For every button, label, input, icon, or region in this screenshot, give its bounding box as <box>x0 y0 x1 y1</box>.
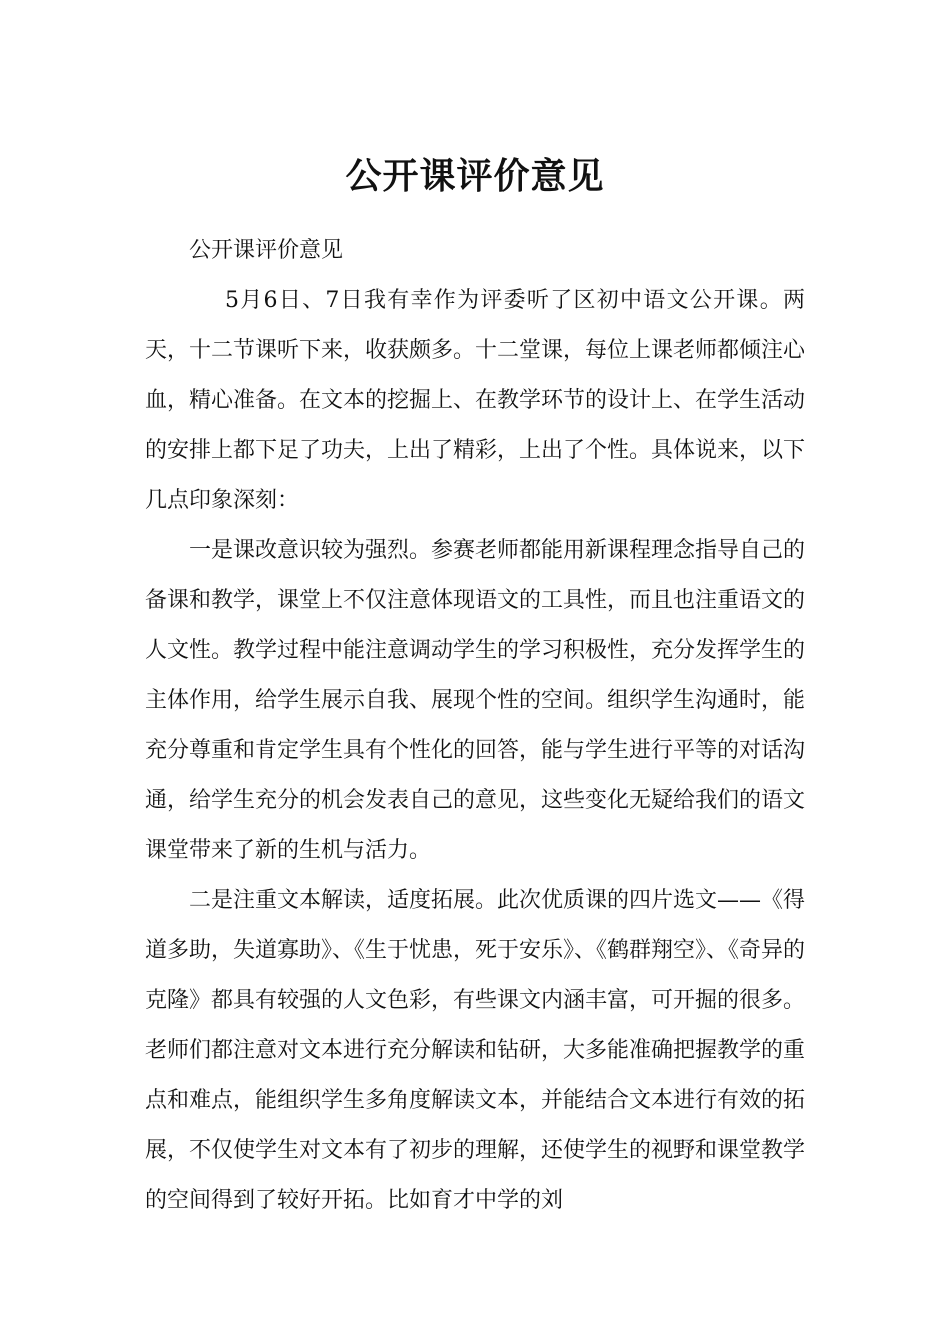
document-body <box>145 226 805 1226</box>
paragraph-point-one: 一是课改意识较为强烈。参赛老师都能用新课程理念指导自己的备课和教学，课堂上不仅注意体现语文的工具性，而且也注重语文的人文性。教学过程中能注意调动学生的学习积极性，充分发挥学生的主体作用，给学生展示自我、展现个性的空间。组织学生沟通时，能充分尊重和肯定学生具有个性化的回答，能与学生进行平等的对话沟通，给学生充分的机会发表自己的意见，这些变化无疑给我们的语文课堂带来了新的生机与活力。 <box>145 538 806 863</box>
document-title: 公开课评价意见 <box>345 155 605 198</box>
paragraph-point-two: 二是注重文本解读，适度拓展。此次优质课的四片选文——《得道多助，失道寡助》、《生于忧患，死于安乐》、《鹤群翔空》、《奇异的克隆》都具有较强的人文色彩，有些课文内涵丰富，可开掘的很多。老师们都注意对文本进行充分解读和钻研，大多能准确把握教学的重点和难点，能组织学生多角度解读文本，并能结合文本进行有效的拓展，不仅使学生对文本有了初步的理解，还使学生的视野和课堂教学的空间得到了较好开拓。比如育才中学的刘 <box>145 888 806 1213</box>
document-subtitle: 公开课评价意见 <box>189 238 344 263</box>
paragraph-intro: 5月6日、7日我有幸作为评委听了区初中语文公开课。两天，十二节课听下来，收获颇多。十二堂课，每位上课老师都倾注心血，精心准备。在文本的挖掘上、在教学环节的设计上、在学生活动的安排上都下足了功夫，上出了精彩，上出了个性。具体说来，以下几点印象深刻： <box>145 288 806 513</box>
